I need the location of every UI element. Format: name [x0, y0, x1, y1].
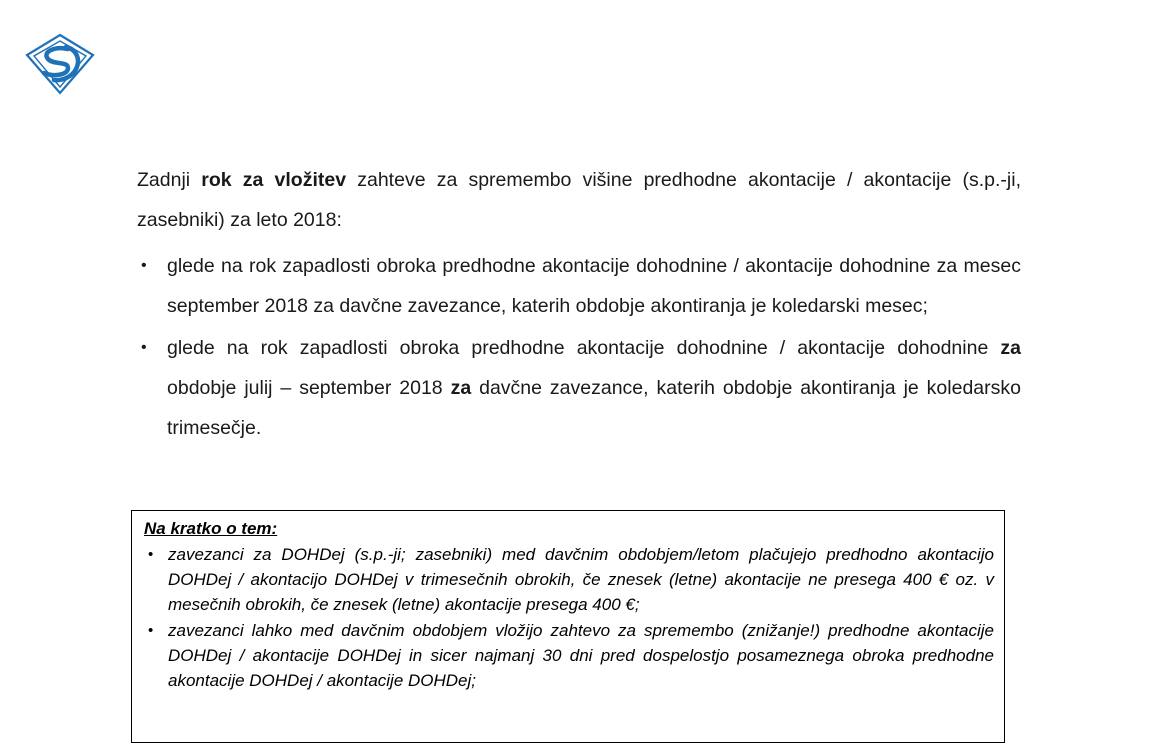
- note-title: Na kratko o tem:: [144, 519, 278, 538]
- bullet-text-0: glede na rok zapadlosti obroka predhodne akontacije dohodnine / akontacije dohodnine za mesec september 2018 za davčne zavezance, katerih obdobje akontiranja je koledarski mesec;: [167, 255, 1021, 317]
- list-item: [142, 618, 994, 693]
- document-body: [137, 160, 1021, 450]
- note-box: [131, 510, 1005, 743]
- note-text-0: zavezanci za DOHDej (s.p.-ji; zasebniki) med davčnim obdobjem/letom plačujejo predhodno akontacijo DOHDej / akontacijo DOHDej v trimesečnih obrokih, če znesek (letne) akontacije ne presega 400 € oz. v mesečnih obrokih, če znesek (letne) akontacije presega 400 €;: [168, 545, 994, 614]
- sd-logo: [24, 33, 96, 95]
- note-text-1: zavezanci lahko med davčnim obdobjem vložijo zahtevo za spremembo (znižanje!) predhodne akontacije DOHDej / akontacije DOHDej in sicer najmanj 30 dni pred dospelostjo posameznega obroka predhodne akontacije DOHDej / akontacije DOHDej;: [168, 621, 994, 690]
- intro-bold: rok za vložitev: [201, 169, 347, 191]
- main-bullet-list: [137, 246, 1021, 448]
- list-item: [137, 328, 1021, 448]
- intro-suffix: zahteve za spremembo višine predhodne akontacije / akontacije (s.p.-ji, zasebniki) za leto 2018:: [137, 169, 1022, 231]
- list-item: [137, 246, 1021, 326]
- bullet-text-1: glede na rok zapadlosti obroka predhodne akontacije dohodnine / akontacije dohodnine za obdobje julij – september 2018 za davčne zavezance, katerih obdobje akontiranja je koledarsko trimesečje.: [167, 337, 1021, 439]
- intro-prefix: Zadnji: [137, 169, 202, 191]
- note-bullet-list: [142, 542, 994, 693]
- list-item: [142, 542, 994, 617]
- intro-paragraph: [137, 160, 1021, 240]
